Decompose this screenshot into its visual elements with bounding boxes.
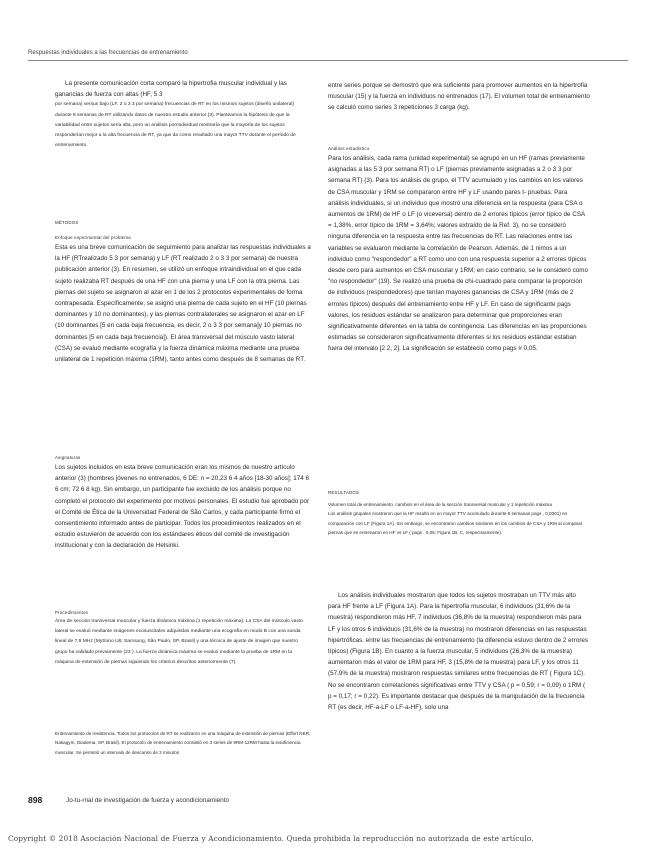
procedures-heading: Procedimientos — [55, 610, 89, 615]
subjects-section — [55, 453, 311, 552]
training-section — [55, 729, 311, 757]
continued-text: entre series porque se demostró que era suficiente para promover aumentos en la hipertrofia muscular (15) y la fuerza en individuos no entrenados (17). El volumen total de entrenamiento se calculó como series 3 repeticiones 3 carga (kg). — [328, 82, 590, 112]
subjects-heading: Asignaturas — [55, 455, 81, 460]
results-individual-section — [328, 590, 590, 713]
training-text: Entrenamiento de resistencia. Todos los protocolos de RT se realizaron en una máquina de extensión de piernas (Effort NKR; Nakagym, Diadema, SP, Brasil). El protocolo de entrenamiento consistió en 3 series de 9RM-12RM hasta la insuficiencia muscular. Se permitió un intervalo de descanso de 2 minutos — [55, 731, 311, 755]
results-subheading: Volumen total de entrenamiento, cambios en el área de la sección transversal muscular y 1 repetición máxima — [328, 502, 552, 507]
subjects-text: Los sujetos incluidos en esta breve comunicación eran los mismos de nuestro artículo anterior (3) (hombres jóvenes no entrenados, 6 DE: n = 20,23 6 4 años [18-30 años]; 174 6 6 cm; 72 6 8 kg). Sin embargo, un participante fue excluido de los análisis porque no completó el protocolo del experimento por motivos personales. El estudio fue aprobado por el Comité de Ética de la Universidad Federal de São Carlos, y cada participante firmó el consentimiento informado antes de participar. Todos los procedimientos realizados en el estudio estuvieron de acuerdo con los estándares éticos del comité de investigación institucional y con la declaración de Helsinki. — [55, 464, 310, 550]
results-individual-text: Los análisis individuales mostraron que todos los sujetos mostraban un TTV más alto para HF frente a LF (Figura 1A). Para la hipertrofia muscular, 6 individuos (31,6% de la muestra) respondieron más HF, 7 individuos (36,8% de la muestra) respondieron más para LF y los otros 6 individuos (31,6% de la muestra) no mostraron diferencias en las respuestas hipertróficas. entre las frecuencias de entrenamiento (la diferencia estuvo dentro de 2 errores típicos) (Figura 1B). En cuanto a la fuerza muscular, 5 individuos (26,3% de la muestra) aumentaron más el valor de 1RM para HF, 3 (15,8% de la muestra) para LF, y los otros 11 (57,9% de la muestra) mostraron respuestas similares entre frecuencias de RT ( Figura 1C). No se encontraron correlaciones significativas entre TTV y CSA ( p = 0,59; r = 0,09) o 1RM ( p = 0,17; r = 0,22). Es importante destacar que después de la manipulación de la frecuencia RT (es decir, HF-a-LF o LF-a-HF), solo una — [328, 592, 589, 712]
statistics-text: Para los análisis, cada rama (unidad experimental) se agrupó en un HF (ramas previamente asignadas a las 5 3 por semana RT) o LF (piernas previamente asignadas a 2 o 3 3 por semana RT) (3). Para los análisis de grupo, el TTV acumulado y los cambios en los valores de CSA muscular y 1RM se compararon entre HF y LF usando pares t- pruebas. Para análisis individuales, si un individuo que mostró una diferencia en la respuesta (para CSA o aumentos de 1RM) de HF o LF (o viceversa) dentro de 2 errores típicos (error típico de CSA = 1,38%, error típico de 1RM = 3,64%; valores extraído de la Ref. 3), no se consideró ninguna diferencia en la respuesta entre las frecuencias de RT. Las relaciones entre las variables se evaluaron mediante la correlación de Pearson. Además, de 1 nimos a un individuo como "respondedor" a RT como uno con una respuesta superior a 2 errores típicos desde cero para aumentos en CSA muscular y 1RM; en caso contrario, se le consideró como "no respondedor" (19). Se realizó una prueba de chi-cuadrado para comparar la proporción de individuos (respondedores) que tenían mayores ganancias de CSA y 1RM (más de 2 errores típicos) después del entrenamiento entre HF y LF. En caso de significante pags valores, los residuos estándar se analizaron para determinar qué proporciones eran significativamente diferentes en la tabla de contingencia. Las diferencias en las proporciones estimadas se consideraron significativamente diferentes si los residuos estándar estaban fuera del intervalo [2 2, 2]. La significación se estableció como pags # 0,05. — [328, 155, 589, 353]
methods-heading: MÉTODOS — [55, 220, 79, 225]
right-column — [328, 80, 590, 114]
results-section — [328, 488, 590, 538]
intro-paragraph: La presente comunicación corta comparó la hipertrofia muscular individual y las ganancias de fuerza con altas (HF, 5 3 — [55, 80, 287, 99]
approach-heading: Enfoque experimental del problema — [55, 235, 131, 240]
statistics-section — [328, 144, 590, 355]
header-rule — [28, 60, 628, 61]
statistics-heading: Análisis estadístico — [328, 146, 370, 151]
copyright-notice: Copyright © 2018 Asociación Nacional de Fuerza y Acondicionamiento. Queda prohibida la reproducción no autorizada de este artículo. — [8, 834, 534, 843]
running-head: Respuestas individuales a las frecuencias de entrenamiento — [28, 50, 188, 56]
methods-section — [55, 218, 311, 227]
procedures-section — [55, 608, 311, 668]
journal-name: Jo-tu-rnal de investigación de fuerza y acondicionamiento — [66, 797, 230, 804]
approach-text: Esta es una breve comunicación de seguimiento para analizar las respuestas individuales a la HF (RTrealizado 5 3 por semana) y LF (RT realizado 2 o 3 3 por semana) de nuestra publicación anterior (3). En resumen, se utilizó un enfoque intraindividual en el que cada sujeto realizaba RT después de una HF con una pierna y una LF con la otra pierna. Las piernas del sujeto se asignaron al azar en 1 de los 2 protocolos experimentales de forma contrapesada. Específicamente, se asignó una pierna de cada sujeto en el HF (10 piernas dominantes y 10 no dominantes), y las piernas contralaterales se asignaron el azar en LF (10 dominantes [5 en cada baja frecuencia, es decir, 2 o 3 3 por semana]y 10 piernas no dominantes [5 en cada baja frecuencia]). El área transversal del músculo vasto lateral (CSA) se evaluó mediante ecografía y la fuerza dinámica máxima mediante una prueba unilateral de 1 repetición máxima (1RM), tanto antes como después de 8 semanas de RT. — [55, 244, 311, 364]
results-group-text: Los análisis grupales mostraron que la HF resultó en un mayor TTV acumulado durante 8 semanas pags , 0,0001) en comparación con LF (Figura 1A). Sin embargo, se encontraron cambios similares en los cambios de CSA y 1RM al comparar piernas que se entrenaron en HF vs LF ( pags . 0,05; Figura 1B, C, respectivamente). — [328, 511, 583, 536]
results-heading: RESULTADOS — [328, 490, 360, 495]
page-number: 898 — [28, 795, 43, 805]
approach-section — [55, 233, 311, 365]
procedures-text: Área de sección transversal muscular y fuerza dinámica máxima (1 repetición máxima). La CSA del músculo vasto lateral se evaluó mediante imágenes ecosuscitales adquiridas mediante una ecografía en modo B con una sonda lineal de 7,5 MHz (MySono U6; Samsung, São Paulo, SP, Brasil) y una técnica de ajuste de imagen que nuestro grupo ha validado previamente (23 ). La fuerza dinámica máxima se evaluó mediante la prueba de 1RM en la máquina de extensión de piernas siguiendo los criterios descritos anteriormente (7). — [55, 619, 303, 665]
intro-paragraph-continued: por semana) versus bajo (LF, 2 o 3 3 por semana) frecuencias de RT en los mismos sujetos (diseño unilateral) durante 8 semanas de RT utilizando datos de nuestro estudio anterior (3). Planteamos la hipótesis de que la variabilidad entre sujetos sería alta, pero un análisis pormidividual mostraría que la mayoría de los sujetos responderían mejor a la alta frecuencia de RT, ya que da como resultado una mayor TTV durante el período de entrenamiento. — [55, 102, 296, 149]
left-column — [55, 78, 311, 151]
